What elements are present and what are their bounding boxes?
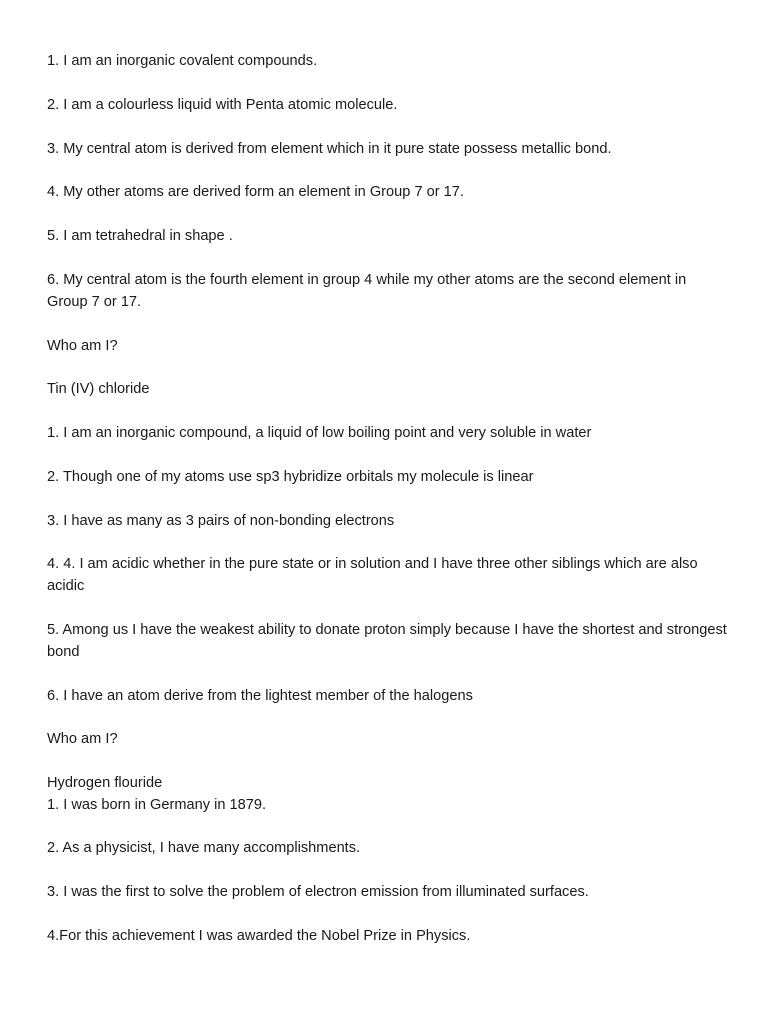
puzzle2-clue-5: 5. Among us I have the weakest ability to donate proton simply because I have the shortest and strongest bond [47,622,727,660]
puzzle1-clue-4: 4. My other atoms are derived form an element in Group 7 or 17. [47,184,464,200]
puzzle2-clue-6: 6. I have an atom derive from the lightest member of the halogens [47,688,473,704]
puzzle1-answer: Tin (IV) chloride [47,381,150,397]
puzzle2-answer: Hydrogen flouride [47,775,163,791]
puzzle1-question: Who am I? [47,338,118,354]
puzzle3-clue-2: 2. As a physicist, I have many accomplishments. [47,840,361,856]
puzzle2-clue-4: 4. 4. I am acidic whether in the pure state or in solution and I have three other siblings which are also acidic [47,556,698,594]
puzzle1-clue-2: 2. I am a colourless liquid with Penta atomic molecule. [47,97,398,113]
puzzle3-clue-1: 1. I was born in Germany in 1879. [47,797,267,813]
puzzle3-clue-4: 4.For this achievement I was awarded the Nobel Prize in Physics. [47,928,471,944]
puzzle1-clue-1: 1. I am an inorganic covalent compounds. [47,53,318,69]
puzzle1-clue-5: 5. I am tetrahedral in shape . [47,228,233,244]
puzzle2-clue-1: 1. I am an inorganic compound, a liquid of low boiling point and very soluble in water [47,425,592,441]
puzzle2-question: Who am I? [47,731,118,747]
puzzle3-clue-3: 3. I was the first to solve the problem of electron emission from illuminated surfaces. [47,884,589,900]
puzzle1-clue-3: 3. My central atom is derived from element which in it pure state possess metallic bond. [47,141,612,157]
puzzle1-clue-6: 6. My central atom is the fourth element in group 4 while my other atoms are the second element in Group 7 or 17. [47,272,687,310]
puzzle2-clue-2: 2. Though one of my atoms use sp3 hybridize orbitals my molecule is linear [47,469,534,485]
puzzle2-clue-3: 3. I have as many as 3 pairs of non-bonding electrons [47,513,395,529]
